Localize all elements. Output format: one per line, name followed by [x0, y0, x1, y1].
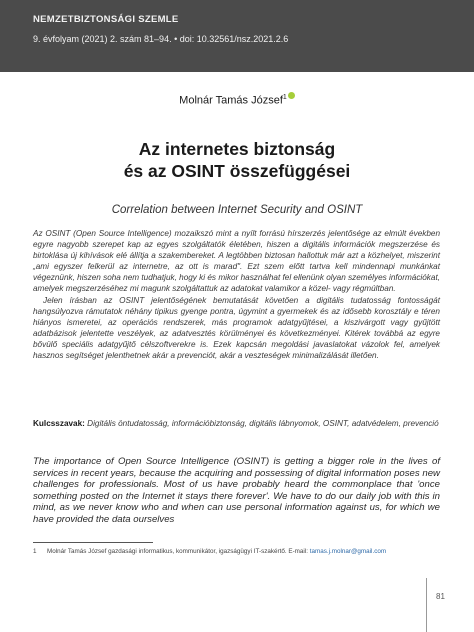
- abstract-paragraph-2: Jelen írásban az OSINT jelentőségének bemutatását követően a digitális tudatosság fontosságát hangsúlyozva rámutatok néhány tipikus gyenge pontra, úgymint a gyermekek és az idősebb korosztály e téren hiányos ismeretei, az operációs rendszerek, más programok adatgyűjtései, a kiszivárgott vagy gyűjtött adatbázisok jelentette veszélyek, az adatvesztés körülményei és következményei. Kitérek továbbá az egyre bővülő speciális adatgyűjtő célszoftverekre is. Ezek kapcsán megoldási javaslatokat vázolok fel, amelyek hasznos segítséget jelenthetnek akár a prevenciót, akár a veszteségek minimalizálását illetően.: [33, 295, 440, 361]
- english-title: Correlation between Internet Security and OSINT: [111, 204, 363, 216]
- orcid-icon[interactable]: [288, 92, 295, 99]
- footnote-text: Molnár Tamás József gazdasági informatikus, kommunikátor, igazságügyi IT-szakértő. E-mail:: [47, 548, 310, 555]
- journal-header: [0, 0, 474, 72]
- issue-info: 9. évfolyam (2021) 2. szám 81–94. • doi: 10.32561/nsz.2021.2.6: [33, 34, 289, 44]
- title-line-1: Az internetes biztonság: [138, 139, 336, 159]
- author-name: Molnár Tamás József: [179, 94, 283, 107]
- title-line-2: és az OSINT összefüggései: [123, 161, 351, 181]
- author-email-link[interactable]: tamas.j.molnar@gmail.com: [309, 548, 387, 555]
- keywords: [33, 418, 440, 429]
- page-number: 81: [436, 592, 445, 601]
- keywords-label: Kulcsszavak:: [33, 419, 85, 428]
- author-line: [0, 92, 474, 107]
- abstract: [33, 228, 440, 361]
- abstract-paragraph-1: Az OSINT (Open Source Intelligence) mozaikszó mint a nyílt forrású hírszerzés jelentősége az elmúlt években egyre nagyobb szerepet kap az egyes szolgáltatók életében, hiszen a digitális információk megszerzése és birtoklása új kihívások elé állítja a szakembereket. A legtöbben biztosan hallottuk már azt a közhelyet, miszerint „ami egyszer felkerül az internetre, az ott is marad". Ezt szem előtt tartva kell mindennapi munkánkat végeznünk, hiszen soha nem tudhatjuk, hogy ki és mikor használhat fel ellenünk olyan személyes információkat, amelyek megszerzéséhez mi magunk szolgáltattuk az adatokat valamikor a közel- vagy régmúltban.: [33, 229, 440, 294]
- journal-name: NEMZETBIZTONSÁGI SZEMLE: [33, 14, 179, 25]
- footnote-number: 1: [33, 548, 37, 555]
- footnote-marker: 1: [282, 94, 287, 101]
- footnote: [33, 548, 428, 557]
- keywords-text: Digitális öntudatosság, információbiztonság, digitális lábnyomok, OSINT, adatvédelem, prevenció: [87, 419, 439, 428]
- page-number-rule: [426, 578, 427, 632]
- article-title: [0, 138, 474, 182]
- footnote-divider: [33, 542, 153, 543]
- english-abstract: The importance of Open Source Intelligence (OSINT) is getting a bigger role in the lives of services in recent years, because the acquiring and possessing of digital information poses new challenges for professionals. Most of us have probably heard the commonplace that 'once something posted on the Internet it stays there forever'. We have to do our daily job with this in mind, as we never know who and when can use personal information against us, for which we have provided the data ourselves: [33, 456, 440, 525]
